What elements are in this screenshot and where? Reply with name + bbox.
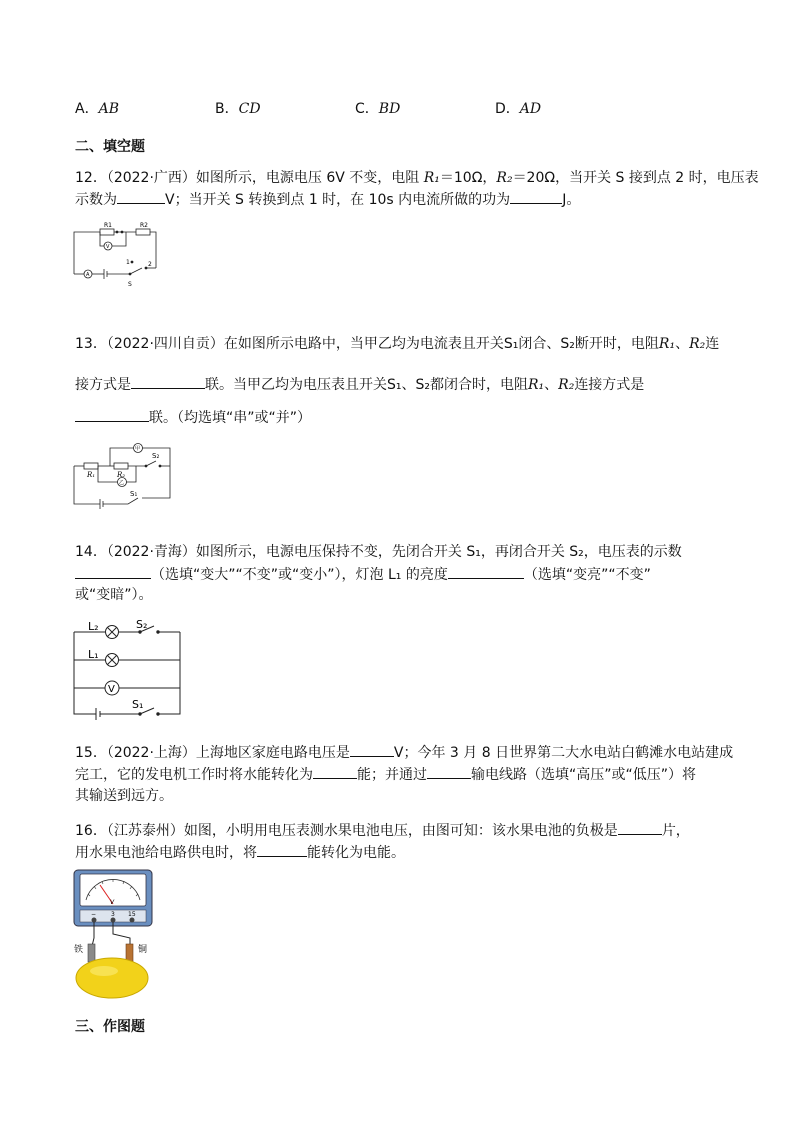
q13-s1: S₁ xyxy=(503,336,519,352)
q15-text: 其输送到远方。 xyxy=(75,788,173,804)
q16-fruit-battery-figure xyxy=(72,868,158,1002)
q13-sep: 、 xyxy=(675,336,690,352)
q16-text: 片， xyxy=(661,823,690,839)
q15-text: V；今年 3 月 8 日世界第二大水电站白鹤滩水电站建成 xyxy=(393,745,734,761)
q14-circuit-diagram xyxy=(70,616,186,720)
choice-c-value: BD xyxy=(378,101,401,117)
q12-r1: R₁ xyxy=(423,170,440,186)
q12-fig-r1: R1 xyxy=(104,222,112,229)
choice-d xyxy=(495,98,541,118)
q15-text: 能；并通过 xyxy=(357,767,427,783)
q13-fig-s1: S₁ xyxy=(130,490,138,498)
q15-line3 xyxy=(75,786,173,806)
q13-line3 xyxy=(75,407,311,428)
q13-text: 联。（均选填“串”或“并”） xyxy=(149,410,312,426)
q15-blank-2[interactable] xyxy=(313,764,357,779)
choice-a-letter: A． xyxy=(75,101,99,117)
section-draw-heading: 三、作图题 xyxy=(75,1019,145,1035)
q13-r1: R₁ xyxy=(658,336,676,352)
q13-r2: R₂ xyxy=(689,336,706,352)
q13-text: 断开时，电阻 xyxy=(574,336,659,352)
q13-s1: S₁ xyxy=(387,377,402,393)
q13-sep: 、 xyxy=(401,377,416,393)
q14-text: 14．（2022·青海）如图所示，电源电压保持不变，先闭合开关 S₁，再闭合开关 S₂，电压表的示数 xyxy=(75,544,682,560)
q16-text: 用水果电池给电路供电时，将 xyxy=(75,845,257,861)
q12-line1 xyxy=(75,168,759,188)
q12-fig-s: S xyxy=(128,281,132,288)
q14-text: （选填“变亮”“不变” xyxy=(523,567,651,583)
q12-text: ＝20Ω，当开关 S 接到点 2 时，电压表 xyxy=(512,170,759,186)
q15-text: 完工，它的发电机工作时将水能转化为 xyxy=(75,767,313,783)
q12-text: ＝10Ω， xyxy=(439,170,497,186)
q14-fig-l2: L₂ xyxy=(88,620,99,633)
q14-fig-l1: L₁ xyxy=(88,648,99,661)
q14-line3 xyxy=(75,585,153,605)
q13-fig-r1: R₁ xyxy=(87,471,96,479)
choice-b-value: CD xyxy=(238,101,261,117)
q13-text: 接方式是 xyxy=(75,377,131,393)
section-fill-heading: 二、填空题 xyxy=(75,139,145,155)
q13-text: 都闭合时，电阻 xyxy=(430,377,528,393)
q16-fig-copper: 铜 xyxy=(138,945,148,955)
q12-fig-v: V xyxy=(106,244,110,250)
choice-a xyxy=(75,98,119,118)
q16-fig-unit: V xyxy=(110,899,115,906)
q13-circuit-diagram xyxy=(70,436,180,510)
choice-c xyxy=(355,98,400,118)
q13-blank-2[interactable] xyxy=(75,407,149,422)
q12-blank-work[interactable] xyxy=(510,189,562,204)
q15-blank-3[interactable] xyxy=(427,764,471,779)
q14-text: 或“变暗”）。 xyxy=(75,587,153,603)
q15-line1 xyxy=(75,742,733,763)
q14-blank-2[interactable] xyxy=(448,564,524,579)
q13-line2 xyxy=(75,374,644,395)
lemon xyxy=(76,958,148,998)
q13-line1 xyxy=(75,334,719,354)
q14-line2 xyxy=(75,564,651,585)
q12-fig-a: A xyxy=(86,272,90,278)
q15-text: 输电线路（选填“高压”或“低压”）将 xyxy=(471,767,697,783)
q16-fig-minus: − xyxy=(91,911,97,918)
q13-sep: 、 xyxy=(544,377,559,393)
q16-text: 16．（江苏泰州）如图，小明用电压表测水果电池电压，由图可知：该水果电池的负极是 xyxy=(75,823,618,839)
q16-line1 xyxy=(75,820,690,841)
q13-text: 闭合、 xyxy=(518,336,561,352)
choice-a-value: AB xyxy=(98,101,119,117)
q16-fig-t3: 3 xyxy=(111,911,115,918)
q14-text: （选填“变大”“不变”或“变小”），灯泡 L₁ 的亮度 xyxy=(151,567,448,583)
q13-text: 联。当甲乙均为电压表且开关 xyxy=(205,377,387,393)
q16-line2 xyxy=(75,842,405,863)
q12-fig-p1: 1 xyxy=(126,259,130,266)
q12-fig-r2: R2 xyxy=(140,222,148,229)
q12-r2: R₂ xyxy=(496,170,513,186)
q14-blank-1[interactable] xyxy=(75,564,151,579)
q16-blank-2[interactable] xyxy=(257,842,307,857)
choice-d-value: AD xyxy=(519,101,542,117)
q12-text: V；当开关 S 转换到点 1 时，在 10s 内电流所做的功为 xyxy=(165,192,511,208)
q13-text: 连 xyxy=(705,336,720,352)
q13-blank-1[interactable] xyxy=(131,374,205,389)
q13-r1: R₁ xyxy=(528,377,545,393)
choice-b-letter: B． xyxy=(215,101,239,117)
q15-text: 15．（2022·上海）上海地区家庭电路电压是 xyxy=(75,745,350,761)
q13-fig-yi: 乙 xyxy=(119,480,125,486)
q13-r2: R₂ xyxy=(558,377,575,393)
q12-line2 xyxy=(75,189,580,210)
q14-fig-s2: S₂ xyxy=(136,618,148,631)
q15-blank-1[interactable] xyxy=(350,742,394,757)
q13-fig-jia: 甲 xyxy=(135,446,141,452)
choice-b xyxy=(215,98,261,118)
q12-text: 示数为 xyxy=(75,192,117,208)
q13-fig-r2: R₂ xyxy=(117,471,126,479)
q16-fig-t15: 15 xyxy=(128,911,136,918)
q13-s2: S₂ xyxy=(560,336,575,352)
q13-text: 连接方式是 xyxy=(574,377,645,393)
q12-text: 12．（2022·广西）如图所示，电源电压 6V 不变，电阻 xyxy=(75,170,424,186)
q12-circuit-diagram xyxy=(70,218,170,288)
q16-blank-1[interactable] xyxy=(618,820,662,835)
iron-electrode xyxy=(88,944,95,962)
q14-fig-s1: S₁ xyxy=(132,698,144,711)
q12-text: J。 xyxy=(562,192,581,208)
q12-blank-voltage[interactable] xyxy=(117,189,165,204)
q14-fig-v: V xyxy=(108,684,115,695)
q14-line1 xyxy=(75,542,682,562)
q12-fig-p2: 2 xyxy=(148,261,152,268)
choice-c-letter: C． xyxy=(355,101,379,117)
q15-line2 xyxy=(75,764,696,785)
q16-fig-iron: 铁 xyxy=(74,945,84,955)
q16-text: 能转化为电能。 xyxy=(307,845,405,861)
choice-d-letter: D． xyxy=(495,101,520,117)
q13-fig-s2: S₂ xyxy=(152,452,160,460)
q13-s2: S₂ xyxy=(415,377,430,393)
q13-text: 13．（2022·四川自贡）在如图所示电路中，当甲乙均为电流表且开关 xyxy=(75,336,504,352)
